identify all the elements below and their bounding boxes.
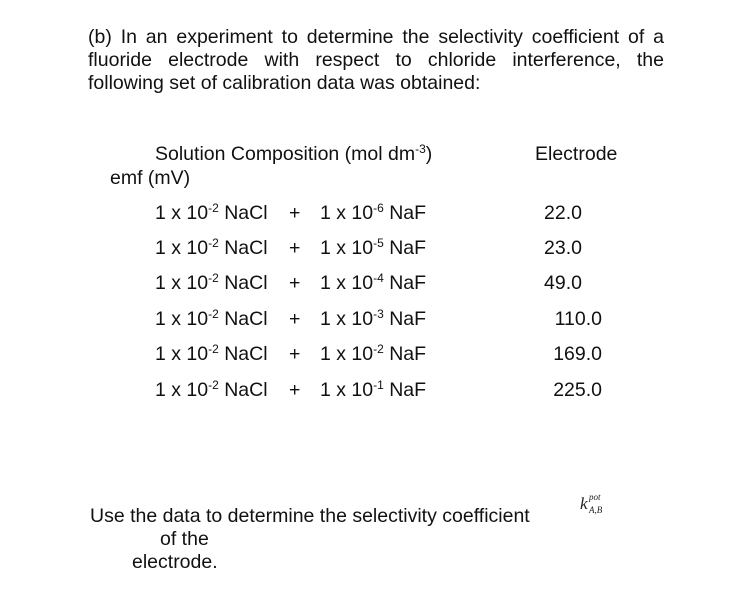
naf-concentration: 1 x $10^{-6}$ NaF <box>320 201 427 224</box>
plus-sign: + <box>289 308 301 330</box>
naf-concentration: 1 x $10^{-1}$ NaF <box>320 378 427 401</box>
composition-unit-exponent: -3 <box>415 142 426 156</box>
plus-sign: + <box>289 379 301 401</box>
plus-sign: + <box>289 343 301 365</box>
nacl-concentration: 1 x $10^{-2}$ NaCl <box>155 378 268 401</box>
nacl-concentration: 1 x $10^{-2}$ NaCl <box>155 271 268 294</box>
table-row <box>0 308 750 334</box>
selectivity-coefficient-symbol <box>580 494 620 520</box>
prompt-text-continued: of the <box>160 528 209 550</box>
table-row <box>0 272 750 298</box>
naf-concentration: 1 x $10^{-5}$ NaF <box>320 236 427 259</box>
prompt-text: Use the data to determine the selectivity coefficient <box>90 505 530 527</box>
emf-value: 169.0 <box>553 343 602 365</box>
plus-sign: + <box>289 202 301 224</box>
nacl-concentration: 1 x $10^{-2}$ NaCl <box>155 201 268 224</box>
naf-concentration: 1 x $10^{-2}$ NaF <box>320 342 427 365</box>
table-row <box>0 202 750 228</box>
table-row <box>0 343 750 369</box>
plus-sign: + <box>289 272 301 294</box>
nacl-concentration: 1 x $10^{-2}$ NaCl <box>155 307 268 330</box>
table-header-electrode: Electrode <box>535 143 618 165</box>
k-subscript: A,B <box>589 505 603 515</box>
naf-concentration: 1 x $10^{-4}$ NaF <box>320 271 427 294</box>
table-header-emf: emf (mV) <box>110 167 191 189</box>
table-header-composition <box>155 143 432 166</box>
emf-value: 110.0 <box>554 308 602 330</box>
nacl-concentration: 1 x $10^{-2}$ NaCl <box>155 236 268 259</box>
emf-value: 225.0 <box>553 379 602 401</box>
k-symbol: k <box>580 494 588 513</box>
naf-concentration: 1 x $10^{-3}$ NaF <box>320 307 427 330</box>
table-row <box>0 237 750 263</box>
k-superscript: pot <box>589 492 601 502</box>
emf-value: 49.0 <box>544 272 582 294</box>
composition-label: Solution Composition (mol dm <box>155 143 416 165</box>
emf-value: 23.0 <box>544 237 582 259</box>
nacl-concentration: 1 x $10^{-2}$ NaCl <box>155 342 268 365</box>
prompt-text-end: electrode. <box>132 551 218 573</box>
question-intro: (b) In an experiment to determine the selectivity coefficient of a fluoride electrode with respect to chloride interference, the following set of calibration data was obtained: <box>88 26 664 94</box>
plus-sign: + <box>289 237 301 259</box>
composition-close-paren: ) <box>425 143 433 165</box>
emf-value: 22.0 <box>544 202 582 224</box>
table-row <box>0 379 750 405</box>
